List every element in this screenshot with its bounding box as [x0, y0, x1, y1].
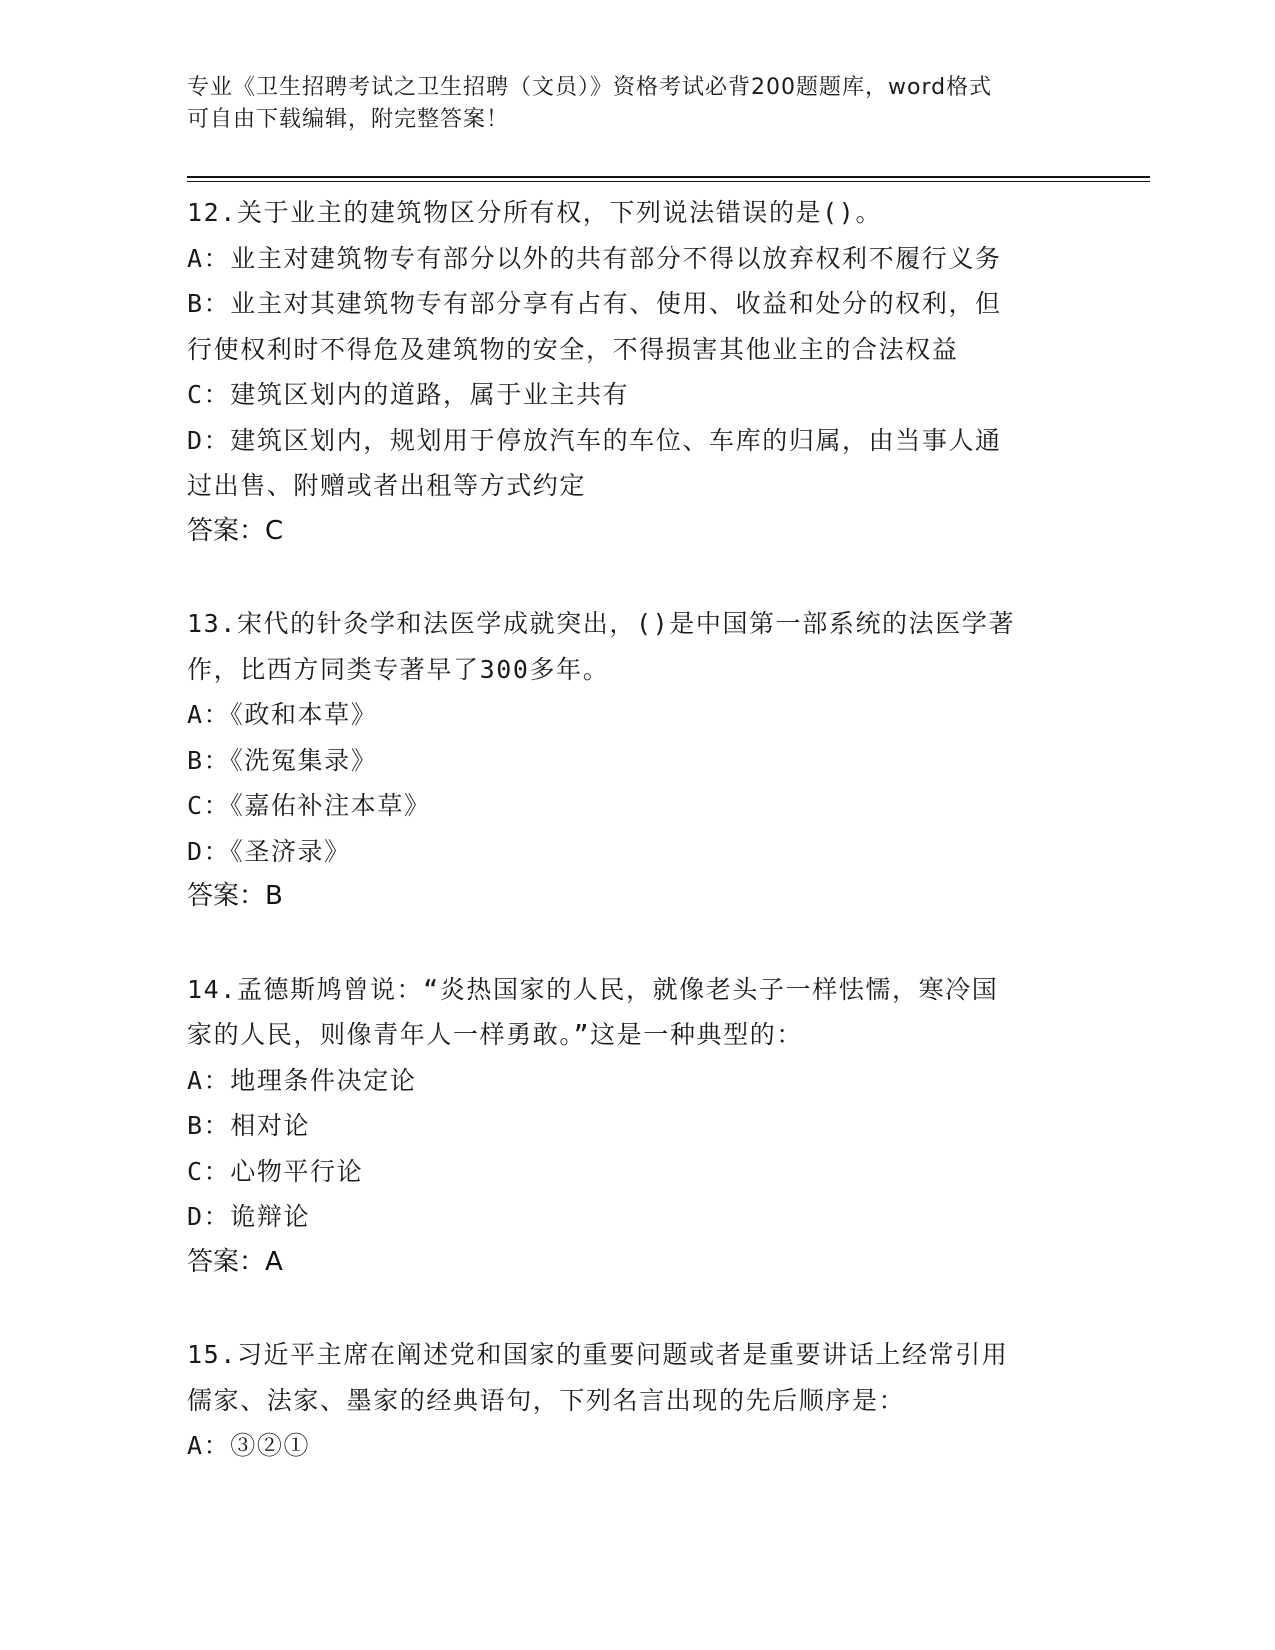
option-d: D：建筑区划内，规划用于停放汽车的车位、车库的归属，由当事人通	[187, 425, 1002, 455]
option-a: A：《政和本草》	[187, 700, 378, 729]
option-d: D：《圣济录》	[187, 836, 351, 866]
question-gap	[187, 1285, 1077, 1332]
question-15	[187, 1332, 1077, 1469]
answer: 答案：A	[187, 1246, 283, 1277]
header-line-2: 可自由下载编辑，附完整答案！	[187, 107, 510, 132]
question-stem-line: 15.习近平主席在阐述党和国家的重要问题或者是重要讲话上经常引用	[187, 1340, 1009, 1369]
option-b: B：业主对其建筑物专有部分享有占有、使用、收益和处分的权利，但	[187, 289, 1002, 318]
header-divider-thin	[187, 181, 1150, 182]
question-gap	[187, 920, 1077, 967]
option-b: B：《洗冤集录》	[187, 745, 378, 775]
header-line-1: 专业《卫生招聘考试之卫生招聘（文员）》资格考试必背200题题库，word格式	[187, 75, 993, 100]
answer: 答案：B	[187, 881, 283, 911]
option-c: C：建筑区划内的道路，属于业主共有	[187, 380, 630, 409]
document-header	[187, 72, 1067, 136]
option-c: C：《嘉佑补注本草》	[187, 791, 431, 820]
question-list	[187, 190, 1077, 1469]
option-b: B：相对论	[187, 1111, 311, 1140]
answer: 答案：C	[187, 515, 284, 546]
question-stem-line: 儒家、法家、墨家的经典语句，下列名言出现的先后顺序是：	[187, 1385, 906, 1415]
question-13	[187, 601, 1077, 920]
question-14	[187, 967, 1077, 1286]
question-stem-line: 13.宋代的针灸学和法医学成就突出，()是中国第一部系统的法医学著	[187, 609, 1016, 638]
question-12	[187, 190, 1077, 554]
question-gap	[187, 554, 1077, 601]
header-divider-thick	[187, 176, 1150, 178]
option-c: C：心物平行论	[187, 1156, 364, 1186]
option-b-continued: 行使权利时不得危及建筑物的安全，不得损害其他业主的合法权益	[187, 334, 959, 364]
question-stem-line: 14.孟德斯鸠曾说：“炎热国家的人民，就像老头子一样怯懦，寒冷国	[187, 974, 999, 1004]
option-a: A：③②①	[187, 1431, 311, 1460]
question-stem-line: 12.关于业主的建筑物区分所有权，下列说法错误的是()。	[187, 198, 883, 227]
question-stem-line: 家的人民，则像青年人一样勇敢。”这是一种典型的：	[187, 1020, 803, 1049]
option-a: A：业主对建筑物专有部分以外的共有部分不得以放弃权利不履行义务	[187, 243, 1002, 273]
option-a: A：地理条件决定论	[187, 1065, 417, 1095]
option-d: D：诡辩论	[187, 1202, 311, 1231]
question-stem-line: 作，比西方同类专著早了300多年。	[187, 654, 610, 684]
option-d-continued: 过出售、附赠或者出租等方式约定	[187, 471, 587, 500]
